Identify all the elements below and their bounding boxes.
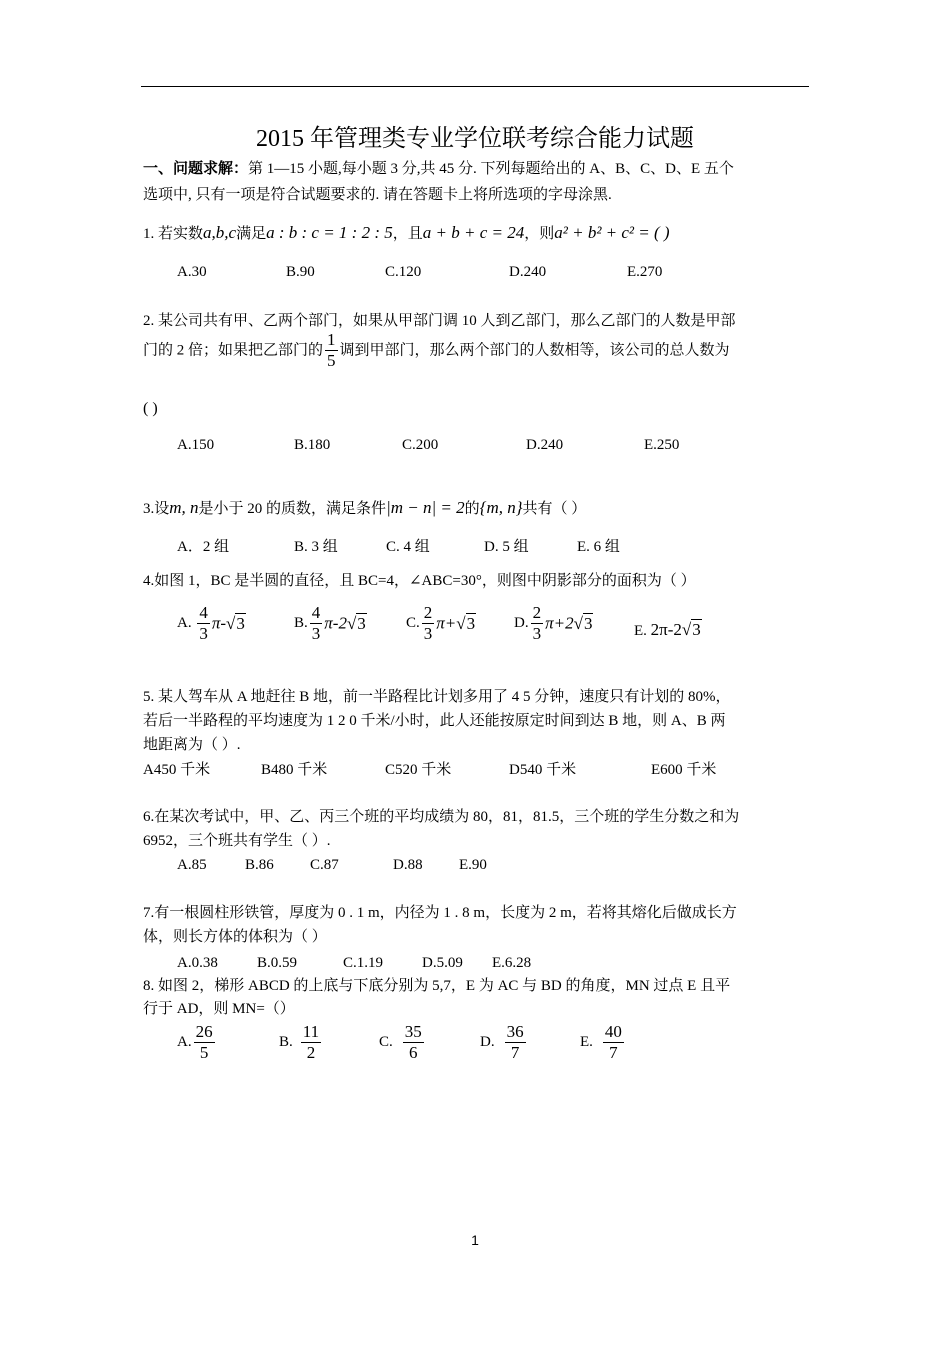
q3-stem (143, 497, 586, 520)
q2-option-c: C.200 (402, 437, 439, 453)
q4-b-num: 4 (311, 603, 321, 622)
q5-option-c: C520 千米 (385, 762, 452, 778)
q8-b-label: B. (279, 1034, 293, 1050)
q4-b-label: B. (294, 615, 308, 631)
q2-line2a: 门的 2 倍；如果把乙部门的 (143, 342, 324, 359)
q4-d-den: 3 (532, 624, 542, 643)
q3-mid2: 的 (464, 501, 480, 517)
q4-d-frac (531, 603, 544, 644)
q4-option-b (294, 603, 367, 644)
q5-line2: 若后一半路程的平均速度为 1 2 0 千米/小时，此人还能按原定时间到达 B 地，则 A、B 两 (143, 713, 726, 729)
q4-a-rad: 3 (236, 613, 245, 633)
q5-line3: 地距离为（ ）. (143, 737, 241, 753)
q6-option-d: D.88 (393, 857, 423, 873)
q8-e-den: 7 (609, 1043, 618, 1062)
q4-c-label: C. (406, 615, 420, 631)
q4-b-rad: 3 (357, 613, 366, 633)
q4-b-den: 3 (311, 624, 321, 643)
section-label: 一、问题求解： (143, 161, 249, 177)
q8-b-frac (301, 1022, 321, 1063)
q4-option-e (634, 620, 702, 640)
sqrt-symbol: √3 (226, 613, 245, 633)
section-intro-line1 (143, 158, 734, 180)
sqrt-symbol: √3 (573, 613, 593, 633)
sqrt-symbol: √3 (681, 620, 701, 639)
q1-mid2: ，且 (392, 226, 423, 242)
q4-c-rad: 3 (466, 613, 476, 633)
q6-line2: 6952，三个班共有学生（ ）. (143, 833, 331, 849)
q8-d-num: 36 (506, 1022, 524, 1041)
q8-a-num: 26 (195, 1022, 213, 1041)
q7-option-a: A.0.38 (177, 955, 218, 971)
q3-vars: m, n (169, 498, 199, 517)
q4-option-d (514, 603, 593, 644)
q3-option-d: D. 5 组 (484, 539, 529, 555)
q4-c-num: 2 (423, 603, 433, 622)
page-title: 2015 年管理类专业学位联考综合能力试题 (256, 126, 694, 152)
q8-e-label: E. (580, 1034, 593, 1050)
q2-frac-den: 5 (327, 351, 336, 370)
q8-d-frac (505, 1022, 526, 1063)
q2-option-b: B.180 (294, 437, 331, 453)
q3-suffix: 共有（ ） (522, 501, 587, 517)
q8-e-frac (603, 1022, 624, 1063)
sqrt-symbol: √3 (456, 613, 476, 633)
section-intro-text1: 第 1—15 小题,每小题 3 分,共 45 分. 下列每题给出的 A、B、C、D、E 五个 (248, 161, 734, 177)
q8-b-num: 11 (302, 1022, 320, 1041)
q6-option-b: B.86 (245, 857, 274, 873)
q4-option-c (406, 603, 476, 644)
q1-stem (143, 222, 670, 245)
q6-line1: 6.在某次考试中，甲、乙、丙三个班的平均成绩为 80，81，81.5，三个班的学生分数之和为 (143, 809, 740, 825)
q8-option-b (279, 1022, 323, 1063)
q4-a-label: A. (177, 615, 192, 631)
q2-option-a: A.150 (177, 437, 215, 453)
section-intro-line2: 选项中, 只有一项是符合试题要求的. 请在答题卡上将所选项的字母涂黑. (143, 187, 612, 203)
q2-line1: 2. 某公司共有甲、乙两个部门，如果从甲部门调 10 人到乙部门，那么乙部门的人数是甲部 (143, 313, 736, 329)
q8-line1: 8. 如图 2，梯形 ABCD 的上底与下底分别为 5,7，E 为 AC 与 BD 的角度，MN 过点 E 且平 (143, 978, 731, 994)
q8-option-a (177, 1022, 217, 1063)
q3-prefix: 3.设 (143, 501, 170, 517)
q1-mid1: 满足 (236, 226, 267, 242)
header-rule (141, 86, 809, 87)
q4-a-tail: π- (211, 613, 227, 633)
q3-cond: |m − n| = 2 (386, 498, 465, 517)
q4-a-frac (197, 603, 210, 644)
q4-e-label: E. (634, 623, 647, 639)
q5-option-d: D540 千米 (509, 762, 577, 778)
q4-stem: 4.如图 1，BC 是半圆的直径，且 BC=4，∠ABC=30°，则图中阴影部分的面积为（ ） (143, 573, 696, 589)
q1-vars: a,b,c (203, 223, 237, 242)
q1-prefix: 1. 若实数 (143, 226, 204, 242)
q8-e-num: 40 (604, 1022, 622, 1041)
q8-c-num: 35 (404, 1022, 422, 1041)
q6-option-c: C.87 (310, 857, 339, 873)
q5-option-e: E600 千米 (651, 762, 717, 778)
q2-paren: ( ) (143, 400, 158, 417)
q7-option-c: C.1.19 (343, 955, 384, 971)
q2-fraction (325, 330, 338, 371)
q2-frac-num: 1 (327, 330, 336, 349)
q1-option-e: E.270 (627, 264, 663, 280)
q8-c-label: C. (379, 1034, 393, 1050)
q1-sum: a + b + c = 24 (422, 223, 525, 242)
q7-option-b: B.0.59 (257, 955, 298, 971)
q8-a-label: A. (177, 1034, 192, 1050)
q8-d-label: D. (480, 1034, 495, 1050)
q1-ratio: a : b : c = 1 : 2 : 5 (266, 223, 393, 242)
q7-line1: 7.有一根圆柱形铁管，厚度为 0 . 1 m，内径为 1 . 8 m，长度为 2 m，若将其熔化后做成长方 (143, 905, 737, 921)
q2-option-e: E.250 (644, 437, 680, 453)
q4-a-den: 3 (199, 624, 208, 643)
q1-option-d: D.240 (509, 264, 547, 280)
q1-ask: a² + b² + c² = ( ) (554, 223, 670, 242)
page-number: 1 (471, 1232, 479, 1248)
q8-c-den: 6 (409, 1043, 418, 1062)
q4-c-tail: π+ (436, 613, 457, 633)
q6-option-e: E.90 (459, 857, 487, 873)
q5-option-b: B480 千米 (261, 762, 328, 778)
q8-d-den: 7 (510, 1043, 520, 1062)
q8-line2: 行于 AD，则 MN=（） (143, 1001, 295, 1017)
q1-option-c: C.120 (385, 264, 422, 280)
q8-c-frac (403, 1022, 424, 1063)
q4-d-rad: 3 (583, 613, 593, 633)
q4-e-rad: 3 (692, 620, 701, 639)
q3-option-e: E. 6 组 (577, 539, 620, 555)
q7-line2: 体，则长方体的体积为（ ） (143, 929, 327, 945)
q4-a-num: 4 (199, 603, 208, 622)
q4-d-tail: π+2 (545, 613, 574, 633)
q7-option-d: D.5.09 (422, 955, 463, 971)
q8-option-d (480, 1022, 528, 1063)
q1-option-a: A.30 (177, 264, 207, 280)
q8-option-c (379, 1022, 426, 1063)
q8-a-den: 5 (199, 1043, 209, 1062)
q5-option-a: A450 千米 (143, 762, 211, 778)
q3-option-c: C. 4 组 (386, 539, 430, 555)
q3-set: {m, n} (479, 498, 523, 517)
q8-a-frac (194, 1022, 215, 1063)
q4-c-den: 3 (423, 624, 433, 643)
q4-c-frac (422, 603, 435, 644)
q5-line1: 5. 某人驾车从 A 地赶往 B 地，前一半路程比计划多用了 4 5 分钟，速度只有计划的 80%， (143, 689, 731, 705)
q2-line2 (143, 330, 730, 371)
q1-option-b: B.90 (286, 264, 315, 280)
q2-option-d: D.240 (526, 437, 564, 453)
sqrt-symbol: √3 (346, 613, 366, 633)
q4-option-a (177, 603, 246, 644)
q3-option-a: A．2 组 (177, 539, 230, 555)
q4-b-frac (310, 603, 323, 644)
q1-mid3: ，则 (524, 226, 555, 242)
q8-option-e (580, 1022, 626, 1063)
q4-e-tail: 2π-2 (650, 620, 682, 639)
q4-d-label: D. (514, 615, 529, 631)
q6-option-a: A.85 (177, 857, 207, 873)
q3-mid: 是小于 20 的质数，满足条件 (198, 501, 387, 517)
q4-b-tail: π-2 (324, 613, 347, 633)
q7-option-e: E.6.28 (492, 955, 532, 971)
q8-b-den: 2 (306, 1043, 316, 1062)
q2-line2b: 调到甲部门，那么两个部门的人数相等，该公司的总人数为 (339, 342, 730, 359)
q4-d-num: 2 (532, 603, 542, 622)
q3-option-b: B. 3 组 (294, 539, 338, 555)
